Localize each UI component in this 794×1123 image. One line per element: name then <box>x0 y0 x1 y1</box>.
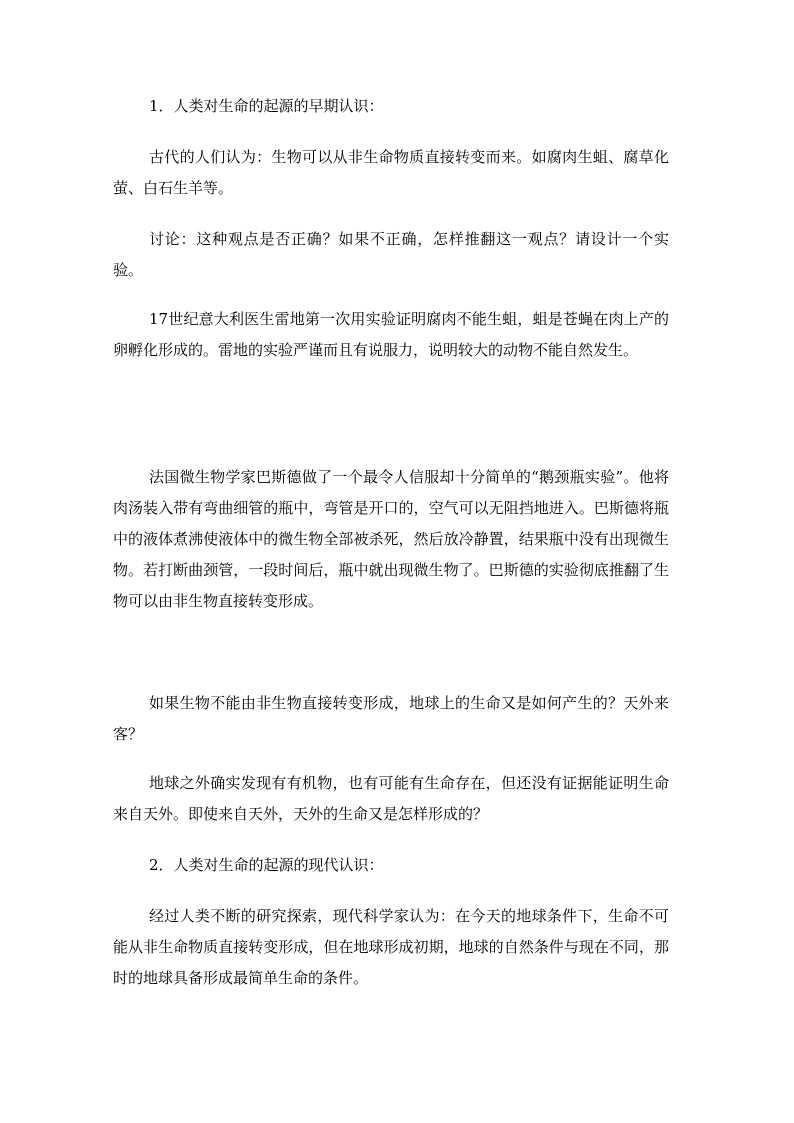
paragraph-origin-question: 如果生物不能由非生物直接转变形成，地球上的生命又是如何产生的？天外来客？ <box>113 694 669 743</box>
section-heading-early-understanding: 1．人类对生命的起源的早期认识： <box>149 97 384 115</box>
paragraph-discussion: 讨论：这种观点是否正确？如果不正确，怎样推翻这一观点？请设计一个实验。 <box>113 230 669 279</box>
paragraph-redi-experiment: 17世纪意大利医生雷地第一次用实验证明腐肉不能生蛆，蛆是苍蝇在肉上产的卵孵化形成的。雷地的实验严谨而且有说服力，说明较大的动物不能自然发生。 <box>113 310 669 359</box>
section-heading-modern-understanding: 2．人类对生命的起源的现代认识： <box>149 856 384 874</box>
paragraph-pasteur-experiment: 法国微生物学家巴斯德做了一个最令人信服却十分简单的“鹅颈瓶实验”。他将肉汤装入带有弯曲细管的瓶中，弯管是开口的，空气可以无阻挡地进入。巴斯德将瓶中的液体煮沸使液体中的微生物全部被杀死，然后放冷静置，结果瓶中没有出现微生物。若打断曲颈管，一段时间后，瓶中就出现微生物了。巴斯德的实验彻底推翻了生物可以由非生物直接转变形成。 <box>113 468 669 610</box>
paragraph-extraterrestrial: 地球之外确实发现有有机物，也有可能有生命存在，但还没有证据能证明生命来自天外。即使来自天外，天外的生命又是怎样形成的？ <box>113 774 669 823</box>
paragraph-ancient-belief: 古代的人们认为：生物可以从非生命物质直接转变而来。如腐肉生蛆、腐草化萤、白石生羊等。 <box>113 148 669 197</box>
paragraph-modern-view: 经过人类不断的研究探索，现代科学家认为：在今天的地球条件下，生命不可能从非生命物质直接转变形成，但在地球形成初期，地球的自然条件与现在不同，那时的地球具备形成最简单生命的条件。 <box>113 907 669 987</box>
